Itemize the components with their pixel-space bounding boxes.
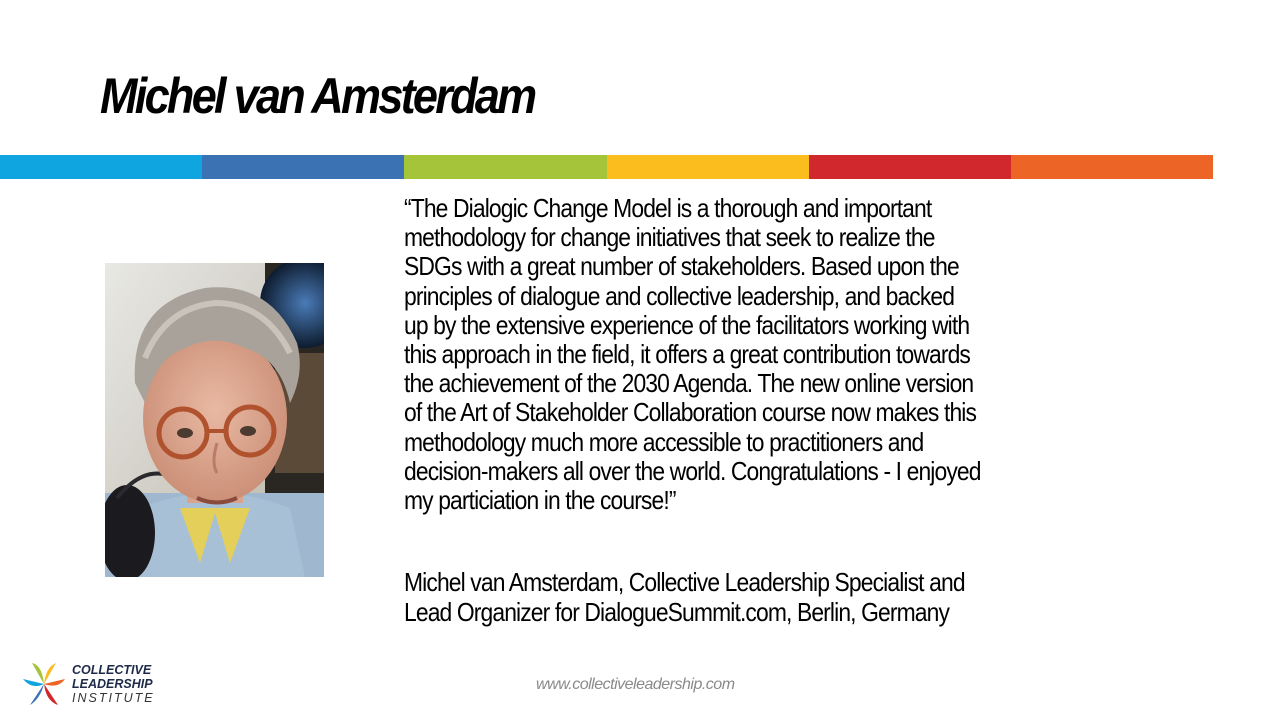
color-stripe-segment-4 [607,155,809,179]
color-stripe [0,155,1213,179]
quote-line: my particiation in the course!” [404,485,676,516]
quote-line: methodology much more accessible to practitioners and [404,426,924,457]
logo-wordmark [72,663,155,705]
color-stripe-segment-1 [0,155,202,179]
quote-line: principles of dialogue and collective leadership, and backed [404,280,955,311]
color-stripe-segment-3 [404,155,606,179]
color-stripe-segment-5 [809,155,1011,179]
quote-line: “The Dialogic Change Model is a thorough and important [404,193,932,223]
logo-line-3: INSTITUTE [72,691,155,705]
quote-line: decision-makers all over the world. Congratulations - I enjoyed [404,455,981,486]
leaf-star-logo-icon [22,659,66,709]
color-stripe-segment-6 [1011,155,1213,179]
color-stripe-segment-2 [202,155,404,179]
testimonial-quote [404,194,1196,515]
quote-line: methodology for change initiatives that seek to realize the [404,222,935,253]
quote-line: the achievement of the 2030 Agenda. The new online version [404,368,974,399]
attribution-line: Michel van Amsterdam, Collective Leadership Specialist and [404,567,965,597]
footer-url[interactable]: www.collectiveleadership.com [536,676,735,693]
collective-leadership-logo [22,658,155,710]
quote-line: up by the extensive experience of the facilitators working with [404,309,970,340]
attribution-line: Lead Organizer for DialogueSummit.com, Berlin, Germany [404,596,950,627]
logo-line-2: LEADERSHIP [72,677,153,691]
slide-title: Michel van Amsterdam [100,68,535,124]
logo-line-1: COLLECTIVE [72,663,152,677]
quote-line: SDGs with a great number of stakeholders. Based upon the [404,251,959,282]
quote-attribution [404,568,1196,627]
quote-line: this approach in the field, it offers a great contribution towards [404,339,970,370]
quote-line: of the Art of Stakeholder Collaboration course now makes this [404,397,977,428]
portrait-photo [105,263,324,577]
